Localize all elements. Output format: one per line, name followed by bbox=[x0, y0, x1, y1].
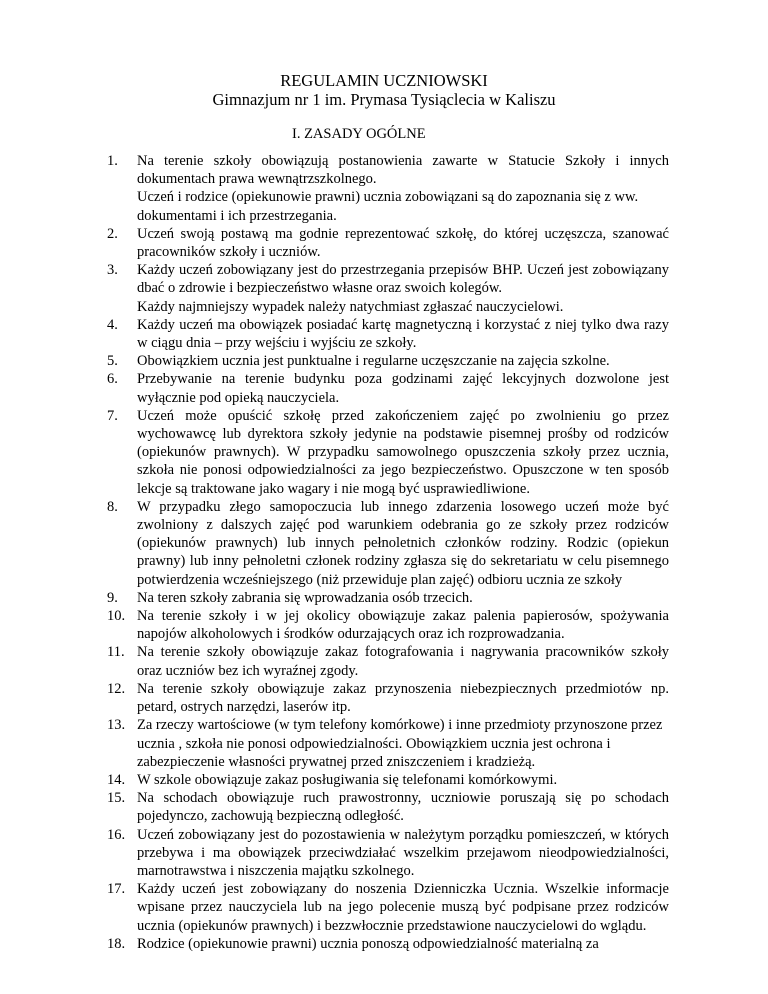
rule-item bbox=[0, 826, 669, 881]
rule-item bbox=[0, 643, 669, 679]
rule-text: Na terenie szkoły obowiązuje zakaz przynoszenia niebezpiecznych przedmiotów np. petard, ostrych narzędzi, laserów itp. bbox=[137, 680, 669, 716]
rule-item bbox=[0, 152, 669, 225]
rule-number: 11. bbox=[107, 644, 125, 661]
rule-number: 7. bbox=[107, 407, 118, 424]
document-subtitle: Gimnazjum nr 1 im. Prymasa Tysiąclecia w Kaliszu bbox=[212, 90, 556, 109]
rule-number: 12. bbox=[107, 680, 126, 697]
document-title: REGULAMIN UCZNIOWSKI bbox=[280, 71, 488, 90]
rule-item bbox=[0, 935, 669, 953]
rule-number: 5. bbox=[107, 353, 118, 370]
rules-list bbox=[0, 152, 768, 953]
rule-item bbox=[0, 225, 669, 261]
rule-text: Każdy uczeń ma obowiązek posiadać kartę magnetyczną i korzystać z niej tylko dwa razy w ciągu dnia – przy wejściu i wyjściu ze szkoły. bbox=[137, 316, 669, 352]
rule-number: 13. bbox=[107, 717, 126, 734]
rule-number: 14. bbox=[107, 771, 126, 788]
rule-number: 9. bbox=[107, 589, 118, 606]
rule-item bbox=[0, 316, 669, 352]
rule-item bbox=[0, 352, 669, 370]
rule-number: 16. bbox=[107, 826, 126, 843]
rule-item bbox=[0, 407, 669, 498]
rule-number: 1. bbox=[107, 153, 118, 169]
rule-item bbox=[0, 607, 669, 643]
rule-text: Na terenie szkoły obowiązuje zakaz fotografowania i nagrywania pracowników szkoły oraz uczniów bez ich wyraźnej zgody. bbox=[137, 644, 669, 679]
rule-text: Uczeń zobowiązany jest do pozostawienia w należytym porządku pomieszczeń, w których przebywa i ma obowiązek przeciwdziałać wszelkim przejawom nieodpowiedzialności, marnotrawstwa i niszczenia majątku szkolnego. bbox=[137, 826, 669, 879]
rule-extra-text: Uczeń i rodzice (opiekunowie prawni) ucznia zobowiązani są do zapoznania się z ww. dokumentami i ich przestrzegania. bbox=[137, 189, 639, 224]
rule-text: W szkole obowiązuje zakaz posługiwania się telefonami komórkowymi. bbox=[137, 771, 558, 788]
rule-item bbox=[0, 370, 669, 406]
rule-text: Obowiązkiem ucznia jest punktualne i regularne uczęszczanie na zajęcia szkolne. bbox=[137, 353, 610, 370]
rule-item bbox=[0, 261, 669, 316]
rule-number: 17. bbox=[107, 881, 126, 898]
rule-item bbox=[0, 589, 669, 607]
rule-text: Za rzeczy wartościowe (w tym telefony komórkowe) i inne przedmioty przynoszone przez ucznia , szkoła nie ponosi odpowiedzialności. Obowiązkiem ucznia jest ochrona i zabezpieczenie własności prywatnej przed zniszczeniem i kradzieżą. bbox=[137, 717, 663, 770]
rule-number: 6. bbox=[107, 371, 118, 388]
rule-number: 10. bbox=[107, 608, 126, 625]
rule-number: 18. bbox=[107, 935, 126, 952]
rule-text: Każdy uczeń zobowiązany jest do przestrzegania przepisów BHP. Uczeń jest zobowiązany dbać o zdrowie i bezpieczeństwo własne oraz swoich kolegów. bbox=[137, 262, 669, 297]
rule-number: 4. bbox=[107, 316, 118, 333]
rule-number: 2. bbox=[107, 225, 118, 242]
rule-text: Na teren szkoły zabrania się wprowadzania osób trzecich. bbox=[137, 589, 473, 606]
rule-item bbox=[0, 789, 669, 825]
rule-text: Na terenie szkoły obowiązują postanowienia zawarte w Statucie Szkoły i innych dokumentach prawa wewnątrzszkolnego. bbox=[137, 153, 669, 188]
rule-number: 15. bbox=[107, 790, 126, 807]
rule-item bbox=[0, 716, 669, 771]
rule-text: Przebywanie na terenie budynku poza godzinami zajęć lekcyjnych dozwolone jest wyłącznie pod opieką nauczyciela. bbox=[137, 371, 669, 406]
rule-text: Na schodach obowiązuje ruch prawostronny, uczniowie poruszają się po schodach pojedynczo, zachowują bezpieczną odległość. bbox=[137, 790, 669, 825]
rule-text: W przypadku złego samopoczucia lub innego zdarzenia losowego uczeń może być zwolniony z dalszych zajęć pod warunkiem odebrania go ze szkoły przez rodziców (opiekunów prawnych) lub innych pełnoletnich członków rodziny. Rodzic (opiekun prawny) lub inny pełnoletni członek rodziny zgłasza się do sekretariatu w celu pisemnego potwierdzenia wcześniejszego (niż przewiduje plan zajęć) odbioru ucznia ze szkoły bbox=[137, 498, 669, 588]
rule-text: Na terenie szkoły i w jej okolicy obowiązuje zakaz palenia papierosów, spożywania napojów alkoholowych i środków odurzających oraz ich rozprowadzania. bbox=[137, 608, 669, 643]
rule-number: 8. bbox=[107, 498, 118, 515]
rule-number: 3. bbox=[107, 262, 118, 279]
rule-item bbox=[0, 498, 669, 589]
section-heading: I. ZASADY OGÓLNE bbox=[292, 126, 426, 142]
rule-text: Każdy uczeń jest zobowiązany do noszenia Dzienniczka Ucznia. Wszelkie informacje wpisane przez nauczyciela lub na jego polecenie muszą być podpisane przez rodziców ucznia (opiekunów prawnych) i bezzwłocznie przedstawione nauczycielowi do wglądu. bbox=[137, 881, 669, 934]
rule-text: Uczeń może opuścić szkołę przed zakończeniem zajęć po zwolnieniu go przez wychowawcę lub dyrektora szkoły jedynie na podstawie pisemnej prośby od rodziców (opiekunów prawnych). W przypadku samowolnego opuszczenia szkoły przez ucznia, szkoła nie ponosi odpowiedzialności za jego bezpieczeństwo. Opuszczone w ten sposób lekcje są traktowane jako wagary i nie mogą być usprawiedliwione. bbox=[137, 407, 669, 497]
rule-item bbox=[0, 680, 669, 716]
rule-item bbox=[0, 880, 669, 935]
rule-item bbox=[0, 771, 669, 789]
rule-text: Uczeń swoją postawą ma godnie reprezentować szkołę, do której uczęszcza, szanować pracowników szkoły i uczniów. bbox=[137, 225, 669, 261]
rule-text: Rodzice (opiekunowie prawni) ucznia ponoszą odpowiedzialność materialną za bbox=[137, 935, 599, 952]
rule-extra-text: Każdy najmniejszy wypadek należy natychmiast zgłaszać nauczycielowi. bbox=[137, 298, 564, 315]
